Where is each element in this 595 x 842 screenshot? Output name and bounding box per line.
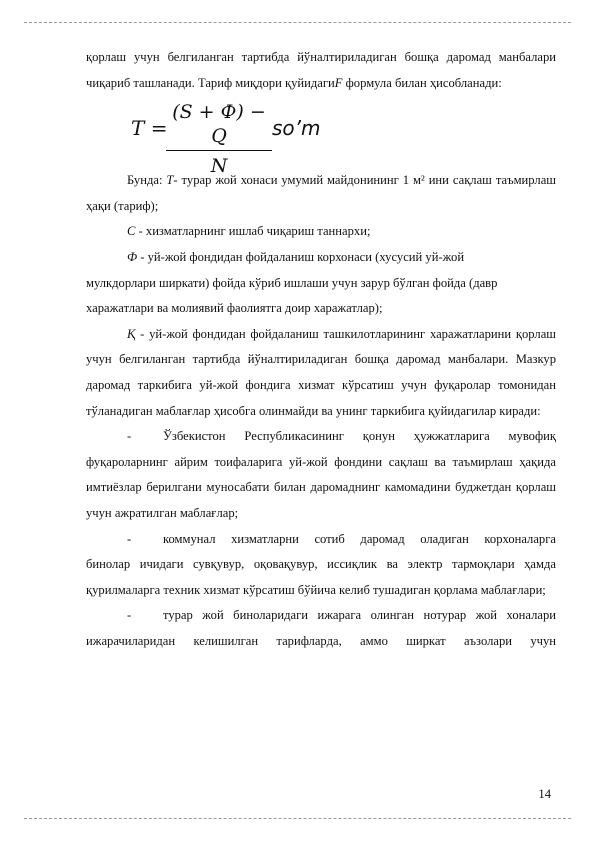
- where-label: Бунда:: [127, 173, 167, 188]
- list-item-continuation: бинолар ичидаги сувқувур, оқовақувур, иссиқлик ва электр тармоқлари ҳамда қурилмаларга техник хизмат кўрсатиш бўйича келиб тушадиган қорлама маблағлари;: [86, 557, 556, 597]
- paragraph-intro-end: формула билан ҳисобланади:: [342, 75, 502, 90]
- footer-divider: [24, 818, 571, 819]
- list-item-text: коммунал хизматларни сотиб даромад оладиган корхоналарга: [163, 531, 556, 546]
- list-item-text: Ўзбекистон Республикасининг қонун ҳужжатларига мувофиқ: [163, 429, 556, 444]
- definition-C: [86, 219, 556, 245]
- definition-T: [86, 168, 556, 219]
- definition-T-text: - турар жой хонаси умумий майдонининг 1 м² ини сақлаш таъмирлаш ҳақи (тариф);: [86, 173, 556, 213]
- list-item: [86, 424, 556, 526]
- fraction-bar: [166, 150, 272, 151]
- list-item-text: турар жой биноларидаги ижарага олинган нотурар жой хоналари: [163, 608, 556, 623]
- list-item-first-line: [86, 424, 556, 450]
- definition-F-line1: [86, 245, 556, 271]
- symbol-C: C: [127, 224, 136, 239]
- paragraph-intro: [86, 45, 556, 96]
- document-page: [86, 45, 556, 654]
- list-item-first-line: [86, 527, 556, 553]
- list-item: [86, 603, 556, 654]
- symbol-K: Қ: [127, 326, 136, 341]
- list-item: [86, 527, 556, 604]
- list-dash: -: [127, 531, 132, 546]
- formula-numerator: (S + Ф) − Q: [172, 101, 266, 148]
- definition-F-line3: харажатлари ва молиявий фаолиятга доир харажатлар);: [86, 301, 383, 316]
- list-item-first-line: [86, 603, 556, 629]
- formula-denominator: N: [210, 155, 228, 178]
- tariff-formula: [86, 96, 556, 178]
- symbol-T: T: [166, 173, 174, 188]
- list-dash: -: [127, 608, 132, 623]
- list-dash: -: [127, 429, 132, 444]
- paragraph-intro-text: қорлаш учун белгиланган тартибда йўналтириладиган бошқа даромад манбалари чиқариб ташланади. Тариф миқдори қуйидаги: [86, 50, 556, 90]
- list-item-continuation: фуқароларнинг айрим тоифаларига уй-жой фондини сақлаш ва таъмирлаш ҳақида имтиёзлар берилгани муносабати билан даромаднинг камомадини буджетдан қорлаш учун ажратилган маблағлар;: [86, 454, 556, 520]
- formula-unit: so’m: [272, 116, 321, 141]
- definition-F-line2: мулкдорлари ширкати) фойда кўриб ишлаши учун зарур бўлган фойда (давр: [86, 275, 498, 290]
- formula-fraction: [166, 100, 272, 178]
- definition-C-text: - хизматларнинг ишлаб чиқариш таннархи;: [135, 224, 371, 239]
- symbol-F-cyr: Ф: [127, 249, 138, 264]
- symbol-F: F: [334, 75, 343, 90]
- definition-K: [86, 322, 556, 424]
- header-divider: [24, 22, 571, 23]
- formula-lhs: T =: [131, 116, 168, 141]
- definition-K-text: - уй-жой фондидан фойдаланиш ташкилотларининг харажатларини қорлаш учун белгиланган тартибда йўналтириладиган бошқа даромад манбалари. Мазкур даромад таркибига уй-жой фондига хизмат кўрсатиш учун фуқаролар томонидан тўланадиган маблағлар ҳисобга олинмайди ва унинг таркибига қуйидагилар киради:: [86, 326, 556, 418]
- page-number: 14: [538, 787, 551, 801]
- list-item-continuation: ижарачиларидан келишилган тарифларда, аммо ширкат аъзолари учун: [86, 633, 556, 648]
- definition-F-text-1: - уй-жой фондидан фойдаланиш корхонаси (хусусий уй-жой: [137, 249, 465, 264]
